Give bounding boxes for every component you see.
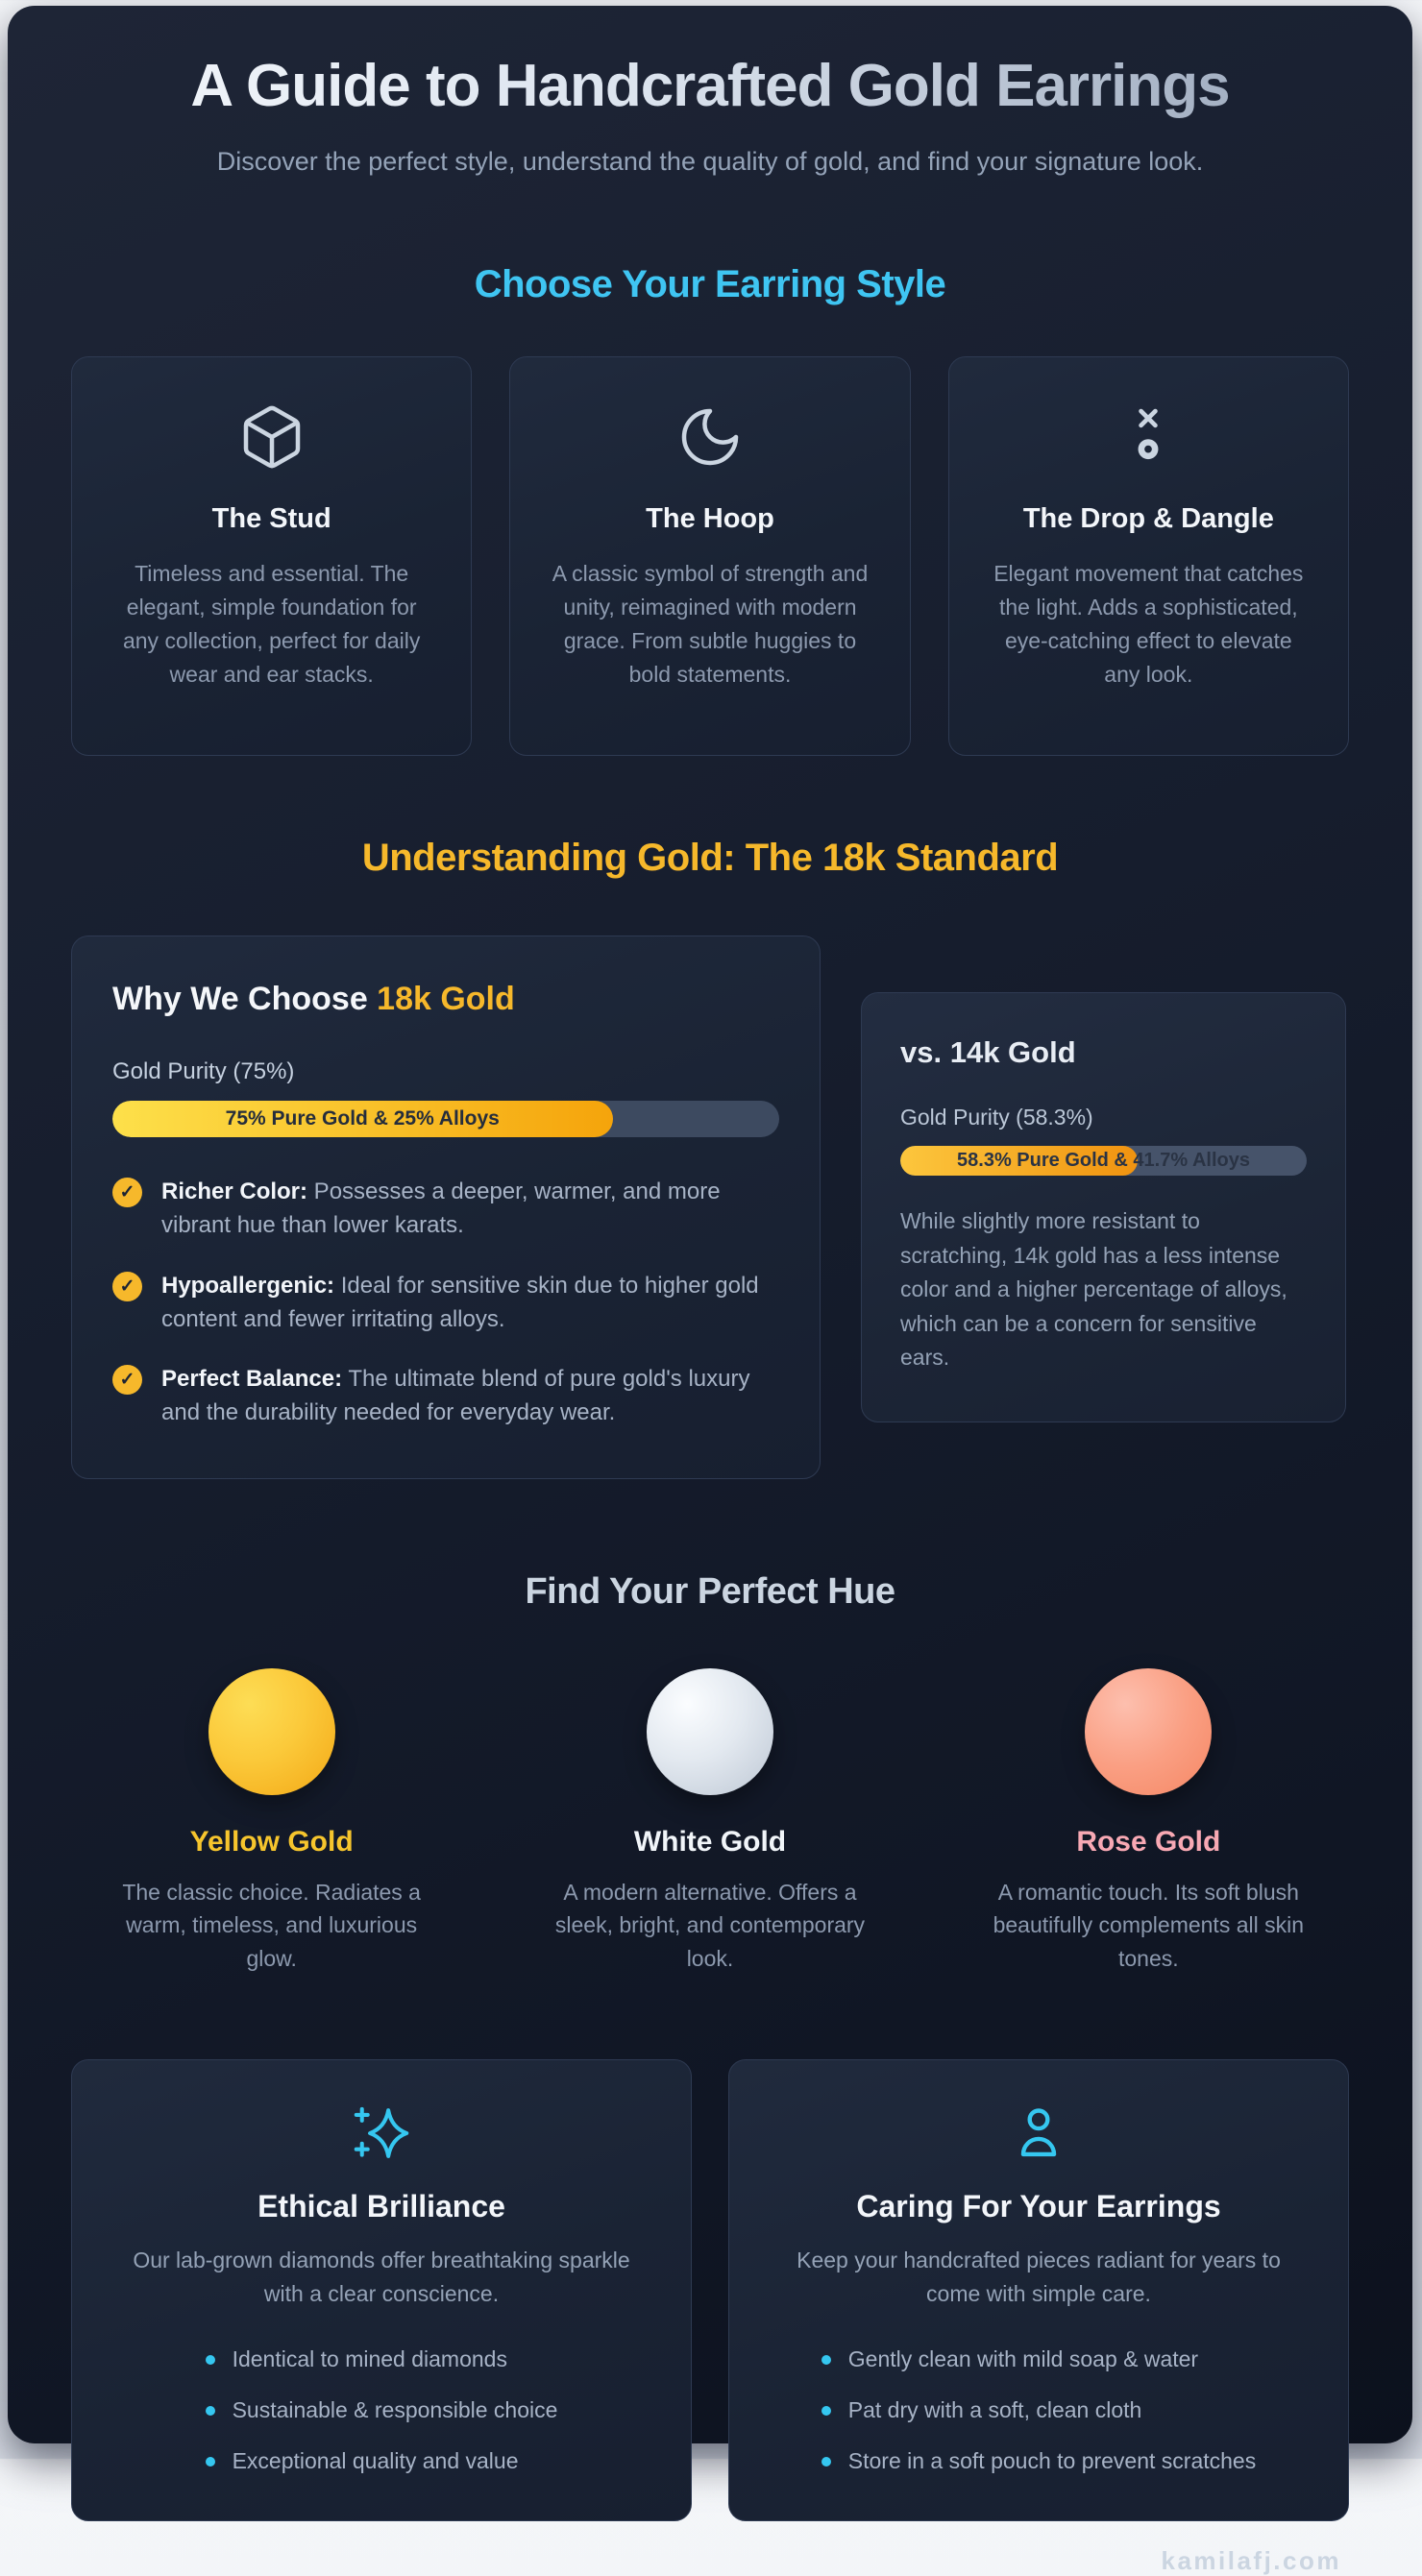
list-item: ✓ Perfect Balance: The ultimate blend of pure gold's luxury and the durability needed for everyday wear. — [112, 1363, 779, 1430]
style-card-text: Elegant movement that catches the light. Adds a sophisticated, eye-catching effect to elevate any look. — [986, 557, 1312, 692]
style-card-hoop — [509, 356, 910, 756]
hue-yellow-gold — [71, 1668, 472, 1976]
purity-bar-label: 75% Pure Gold & 25% Alloys — [226, 1107, 500, 1130]
section-earring-styles — [71, 263, 1349, 756]
purity-bar-label: 58.3% Pure Gold & 41.7% Alloys — [900, 1146, 1307, 1176]
section-bottom-cards — [71, 2059, 1349, 2521]
style-card-title: The Drop & Dangle — [986, 501, 1312, 536]
list-item: Identical to mined diamonds — [206, 2346, 558, 2372]
bottom-card-lead: Keep your handcrafted pieces radiant for years to come with simple care. — [772, 2244, 1306, 2310]
bottom-card-title: Ethical Brilliance — [114, 2189, 649, 2224]
section-gold-standard — [71, 837, 1349, 1479]
bullet-list — [206, 2346, 558, 2474]
hue-name: Rose Gold — [948, 1826, 1349, 1859]
rose-gold-swatch — [1085, 1668, 1212, 1795]
section-heading-gold: Understanding Gold: The 18k Standard — [71, 837, 1349, 880]
hue-rose-gold — [948, 1668, 1349, 1976]
hue-text: A romantic touch. Its soft blush beautifully complements all skin tones. — [975, 1876, 1321, 1976]
site-url: kamilafj.com — [1161, 2546, 1341, 2575]
bullet-dot-icon — [206, 2457, 215, 2467]
bullet-dot-icon — [206, 2355, 215, 2365]
list-item: Store in a soft pouch to prevent scratches — [821, 2448, 1256, 2474]
purity-label-14k: Gold Purity (58.3%) — [900, 1105, 1307, 1130]
infographic-panel — [8, 6, 1412, 2443]
purity-bar-14k — [900, 1146, 1307, 1176]
list-item: Sustainable & responsible choice — [206, 2397, 558, 2423]
style-card-title: The Stud — [109, 501, 434, 536]
list-item: Exceptional quality and value — [206, 2448, 558, 2474]
bullet-dot-icon — [821, 2457, 831, 2467]
drop-dangle-icon — [986, 400, 1312, 474]
hue-name: White Gold — [509, 1826, 910, 1859]
vs-card-text: While slightly more resistant to scratching, 14k gold has a less intense color and a higher percentage of alloys, which can be a concern for sensitive ears. — [900, 1204, 1307, 1375]
style-card-text: A classic symbol of strength and unity, reimagined with modern grace. From subtle huggies to bold statements. — [547, 557, 872, 692]
bullet-dot-icon — [206, 2406, 215, 2416]
hero — [71, 52, 1349, 181]
purity-bar-18k — [112, 1101, 779, 1137]
style-card-drop-dangle — [948, 356, 1349, 756]
section-hues — [71, 1571, 1349, 1976]
bottom-card-lead: Our lab-grown diamonds offer breathtaking sparkle with a clear conscience. — [114, 2244, 649, 2310]
vs-14k-card — [861, 992, 1346, 1422]
list-item: Gently clean with mild soap & water — [821, 2346, 1256, 2372]
section-heading-styles: Choose Your Earring Style — [71, 263, 1349, 306]
purity-bar-fill — [112, 1101, 613, 1137]
section-heading-hue: Find Your Perfect Hue — [71, 1571, 1349, 1613]
yellow-gold-swatch — [208, 1668, 335, 1795]
why-card-title: Why We Choose 18k Gold — [112, 981, 779, 1018]
hue-text: A modern alternative. Offers a sleek, bright, and contemporary look. — [537, 1876, 883, 1976]
why-18k-card — [71, 936, 821, 1479]
hue-white-gold — [509, 1668, 910, 1976]
benefit-list — [112, 1176, 779, 1430]
person-icon — [772, 2102, 1306, 2164]
list-item: Pat dry with a soft, clean cloth — [821, 2397, 1256, 2423]
gem-cube-icon — [109, 400, 434, 474]
gold-cards-row — [71, 936, 1349, 1479]
hue-name: Yellow Gold — [71, 1826, 472, 1859]
hue-text: The classic choice. Radiates a warm, timeless, and luxurious glow. — [99, 1876, 445, 1976]
list-item: ✓ Hypoallergenic: Ideal for sensitive skin due to higher gold content and fewer irritating alloys. — [112, 1270, 779, 1337]
style-card-title: The Hoop — [547, 501, 872, 536]
site-footer — [71, 2521, 1349, 2576]
vs-card-title: vs. 14k Gold — [900, 1035, 1307, 1070]
check-icon: ✓ — [112, 1178, 142, 1207]
bullet-dot-icon — [821, 2355, 831, 2365]
check-icon: ✓ — [112, 1365, 142, 1395]
page-title: A Guide to Handcrafted Gold Earrings — [71, 52, 1349, 120]
ethical-brilliance-card — [71, 2059, 692, 2521]
bottom-card-title: Caring For Your Earrings — [772, 2189, 1306, 2224]
style-card-stud — [71, 356, 472, 756]
style-cards-row — [71, 356, 1349, 756]
white-gold-swatch — [647, 1668, 773, 1795]
bullet-list — [821, 2346, 1256, 2474]
list-item: ✓ Richer Color: Possesses a deeper, warmer, and more vibrant hue than lower karats. — [112, 1176, 779, 1243]
style-card-text: Timeless and essential. The elegant, simple foundation for any collection, perfect for daily wear and ear stacks. — [109, 557, 434, 692]
bullet-dot-icon — [821, 2406, 831, 2416]
sparkles-icon — [114, 2102, 649, 2164]
purity-label-18k: Gold Purity (75%) — [112, 1058, 779, 1085]
check-icon: ✓ — [112, 1272, 142, 1301]
hue-row — [71, 1668, 1349, 1976]
caring-card — [728, 2059, 1349, 2521]
moon-icon — [547, 400, 872, 474]
page-subtitle: Discover the perfect style, understand the quality of gold, and find your signature look. — [182, 143, 1238, 181]
